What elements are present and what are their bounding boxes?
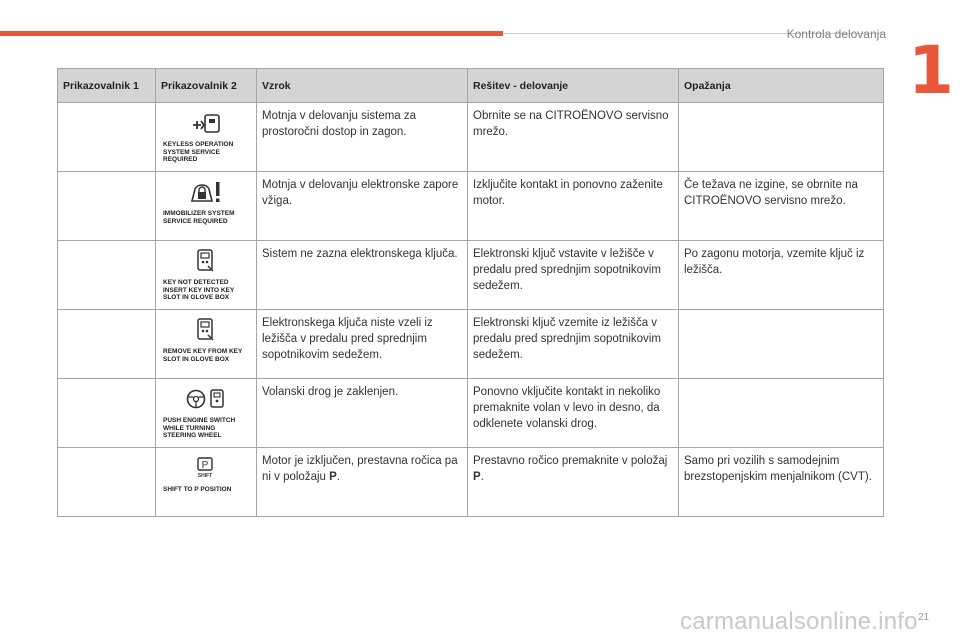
- solution-cell: Izključite kontakt in ponovno zaženite motor.: [468, 172, 679, 241]
- table-header-row: [58, 69, 884, 103]
- indicator-label: IMMOBILIZER SYSTEM SERVICE REQUIRED: [163, 210, 235, 225]
- cause-cell: Sistem ne zazna elektronskega ključa.: [257, 241, 468, 310]
- indicator-label: KEYLESS OPERATION SYSTEM SERVICE REQUIRED: [163, 141, 234, 163]
- notes-cell: [679, 379, 884, 448]
- chapter-number: 1: [908, 32, 954, 109]
- display2-cell: [156, 172, 257, 241]
- solution-gear-letter: P: [473, 471, 481, 483]
- table-row: [58, 448, 884, 517]
- key-slot-icon: [195, 316, 217, 344]
- column-header-solution: Rešitev - delovanje: [468, 69, 679, 103]
- solution-text: Prestavno ročico premaknite v položaj: [473, 455, 668, 467]
- header-accent-bar: [0, 31, 503, 36]
- notes-cell: Če težava ne izgine, se obrnite na CITROËNOVO servisno mrežo.: [679, 172, 884, 241]
- table-row: [58, 310, 884, 379]
- warning-messages-table: [57, 68, 884, 517]
- cause-gear-letter: P: [329, 471, 337, 483]
- notes-cell: Po zagonu motorja, vzemite ključ iz ležišča.: [679, 241, 884, 310]
- cause-text: Motor je izključen, prestavna ročica pa ni v položaju: [262, 455, 458, 483]
- table-row: [58, 172, 884, 241]
- page-number: 21: [918, 612, 930, 623]
- cause-cell: Motnja v delovanju sistema za prostoročni dostop in zagon.: [257, 103, 468, 172]
- immobilizer-warning-icon: [189, 178, 223, 206]
- display1-cell: [58, 448, 156, 517]
- notes-cell: [679, 103, 884, 172]
- cause-cell: Motnja v delovanju elektronske zapore vžiga.: [257, 172, 468, 241]
- display2-cell: [156, 379, 257, 448]
- watermark: carmanualsonline.info: [680, 608, 918, 635]
- shift-text: SHIFT: [197, 473, 213, 479]
- cause-cell: [257, 448, 468, 517]
- display2-cell: [156, 241, 257, 310]
- solution-cell: Elektronski ključ vzemite iz ležišča v predalu pred sprednjim sopotnikovim sedežem.: [468, 310, 679, 379]
- table-row: [58, 103, 884, 172]
- notes-cell: Samo pri vozilih s samodejnim brezstopenjskim menjalnikom (CVT).: [679, 448, 884, 517]
- solution-cell: Ponovno vključite kontakt in nekoliko premaknite volan v levo in desno, da odklenete volanski drog.: [468, 379, 679, 448]
- table-row: [58, 379, 884, 448]
- key-slot-icon: [195, 247, 217, 275]
- solution-cell: [468, 448, 679, 517]
- notes-cell: [679, 310, 884, 379]
- display2-cell: [156, 103, 257, 172]
- column-header-display1: Prikazovalnik 1: [58, 69, 156, 103]
- indicator-label: SHIFT TO P POSITION: [163, 486, 232, 493]
- steering-wheel-and-key-icon: [185, 385, 227, 413]
- display1-cell: [58, 310, 156, 379]
- solution-cell: Obrnite se na CITROËNOVO servisno mrežo.: [468, 103, 679, 172]
- display1-cell: [58, 379, 156, 448]
- cause-end: .: [336, 471, 340, 483]
- display2-cell: [156, 448, 257, 517]
- section-title: Kontrola delovanja: [786, 27, 886, 41]
- table-row: [58, 241, 884, 310]
- cause-cell: Volanski drog je zaklenjen.: [257, 379, 468, 448]
- keyless-system-icon: [191, 109, 221, 137]
- column-header-cause: Vzrok: [257, 69, 468, 103]
- display1-cell: [58, 241, 156, 310]
- solution-cell: Elektronski ključ vstavite v ležišče v predalu pred sprednjim sopotnikovim sedežem.: [468, 241, 679, 310]
- shift-p-letter: P: [201, 460, 209, 471]
- display1-cell: [58, 172, 156, 241]
- indicator-label: REMOVE KEY FROM KEY SLOT IN GLOVE BOX: [163, 348, 243, 363]
- display1-cell: [58, 103, 156, 172]
- indicator-label: KEY NOT DETECTED INSERT KEY INTO KEY SLOT IN GLOVE BOX: [163, 279, 235, 301]
- column-header-notes: Opažanja: [679, 69, 884, 103]
- shift-p-icon: [195, 454, 217, 482]
- indicator-label: PUSH ENGINE SWITCH WHILE TURNING STEERING WHEEL: [163, 417, 236, 439]
- solution-end: .: [480, 471, 484, 483]
- display2-cell: [156, 310, 257, 379]
- column-header-display2: Prikazovalnik 2: [156, 69, 257, 103]
- cause-cell: Elektronskega ključa niste vzeli iz ležišča v predalu pred sprednjim sopotnikovim sedežem.: [257, 310, 468, 379]
